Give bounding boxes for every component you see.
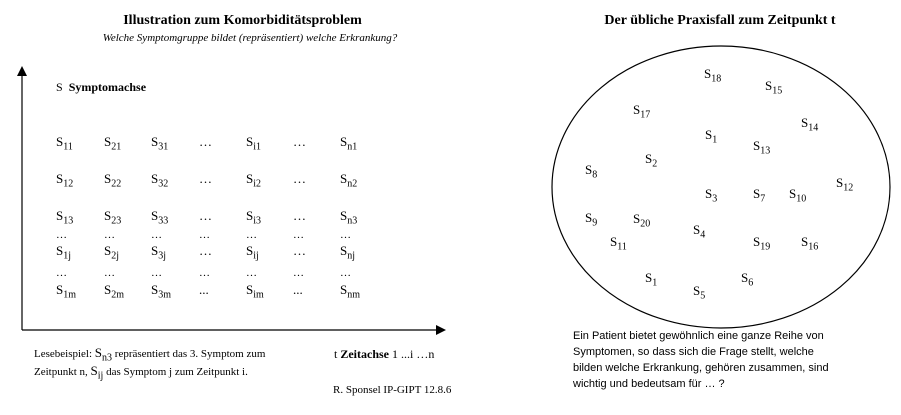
symptom-label: $S_4$ [693, 222, 706, 241]
symptom-label: $S_{20}$ [633, 211, 651, 230]
symptom-label: $S_{10}$ [789, 186, 807, 205]
time-axis-range: 1 ...i …n [392, 347, 435, 361]
example-line2a: Zeitpunkt n, [34, 366, 88, 378]
symptom-label: $S_{18}$ [704, 66, 722, 85]
example-mid: repräsentiert das 3. Symptom zum [114, 348, 266, 360]
grid-cell: ... [293, 282, 303, 297]
example-line-2 [34, 363, 248, 382]
grid-cell: $S_{13}$ [56, 208, 74, 227]
time-axis-text: Zeitachse [340, 347, 389, 361]
left-title: Illustration zum Komorbiditätsproblem [123, 13, 362, 28]
grid-cell: $S_{3j}$ [151, 243, 167, 262]
example-line2b: das Symptom j zum Zeitpunkt i. [106, 366, 248, 378]
grid-cell: ... [199, 282, 209, 297]
symptom-label: $S_{14}$ [801, 115, 819, 134]
grid-ellipsis: … [151, 229, 163, 241]
symptom-axis-letter: S [56, 80, 63, 94]
grid-cell: $S_{i1}$ [246, 134, 262, 153]
grid-cell: … [293, 208, 306, 223]
grid-cell: $S_{nj}$ [340, 243, 356, 262]
grid-cell: $S_{11}$ [56, 134, 73, 153]
grid-ellipsis: … [56, 267, 68, 279]
grid-ellipsis: … [340, 229, 352, 241]
symptom-label: $S_5$ [693, 283, 706, 302]
symptom-label: $S_2$ [645, 151, 658, 170]
example-symbol-1: $S_{n3}$ [94, 345, 113, 364]
time-axis-label [334, 347, 434, 362]
patient-description [573, 328, 829, 392]
grid-cell: $S_{n1}$ [340, 134, 358, 153]
grid-cell: $S_{ij}$ [246, 243, 259, 262]
credit-line: R. Sponsel IP-GIPT 12.8.6 [333, 384, 452, 396]
grid-cell: … [199, 208, 212, 223]
grid-cell: $S_{nm}$ [340, 282, 361, 301]
grid-cell: $S_{21}$ [104, 134, 122, 153]
symptom-axis-label [56, 80, 146, 95]
grid-cell: $S_{1j}$ [56, 243, 72, 262]
grid-cell: … [293, 171, 306, 186]
grid-ellipsis: … [199, 229, 211, 241]
symptom-label: $S_{15}$ [765, 78, 783, 97]
grid-cell: … [199, 243, 212, 258]
symptom-label: $S_{11}$ [610, 234, 627, 253]
grid-cell: $S_{12}$ [56, 171, 74, 190]
description-line: bilden welche Erkrankung, gehören zusammen, sind [573, 362, 829, 374]
symptom-label: $S_1$ [705, 127, 718, 146]
grid-ellipsis: … [246, 229, 258, 241]
right-title: Der übliche Praxisfall zum Zeitpunkt t [604, 13, 836, 28]
grid-cell: $S_{i3}$ [246, 208, 262, 227]
grid-cell: $S_{33}$ [151, 208, 169, 227]
grid-ellipsis: … [104, 267, 116, 279]
description-line: Ein Patient bietet gewöhnlich eine ganze Reihe von [573, 330, 824, 342]
symptom-label: $S_{12}$ [836, 175, 854, 194]
symptom-label: $S_7$ [753, 186, 766, 205]
grid-ellipsis: … [293, 267, 305, 279]
grid-cell: $S_{1m}$ [56, 282, 77, 301]
example-line-1 [34, 345, 265, 364]
symptom-label: $S_{17}$ [633, 102, 651, 121]
grid-ellipsis: … [293, 229, 305, 241]
symptom-label: $S_6$ [741, 270, 754, 289]
example-symbol-2: $S_{ij}$ [90, 363, 104, 382]
grid-cell: $S_{32}$ [151, 171, 169, 190]
grid-cell: $S_{2j}$ [104, 243, 120, 262]
grid-cell: … [199, 171, 212, 186]
grid-cell: $S_{i2}$ [246, 171, 262, 190]
grid-ellipsis: … [104, 229, 116, 241]
symptom-label: $S_1$ [645, 270, 658, 289]
grid-cell: … [293, 134, 306, 149]
example-prefix: Lesebeispiel: [34, 348, 93, 360]
grid-ellipsis: … [56, 229, 68, 241]
symptom-label: $S_9$ [585, 210, 598, 229]
symptom-label: $S_3$ [705, 186, 718, 205]
grid-ellipsis: … [246, 267, 258, 279]
grid-cell: $S_{22}$ [104, 171, 122, 190]
grid-cell: $S_{31}$ [151, 134, 169, 153]
grid-ellipsis: … [340, 267, 352, 279]
symptom-label: $S_{19}$ [753, 234, 771, 253]
grid-ellipsis: … [199, 267, 211, 279]
grid-cell: $S_{2m}$ [104, 282, 125, 301]
grid-cell: … [199, 134, 212, 149]
grid-cell: $S_{im}$ [246, 282, 264, 301]
grid-ellipsis: … [151, 267, 163, 279]
grid-cell: $S_{3m}$ [151, 282, 172, 301]
left-subtitle: Welche Symptomgruppe bildet (repräsentiert) welche Erkrankung? [102, 32, 398, 44]
grid-cell: $S_{n3}$ [340, 208, 358, 227]
symptom-label: $S_{16}$ [801, 234, 819, 253]
description-line: wichtig und bedeutsam für … ? [573, 378, 725, 390]
time-axis-letter: t [334, 347, 338, 361]
description-line: Symptomen, so dass sich die Frage stellt, welche [573, 346, 814, 358]
symptom-label: $S_8$ [585, 162, 598, 181]
grid-cell: $S_{n2}$ [340, 171, 358, 190]
symptom-label: $S_{13}$ [753, 138, 771, 157]
symptom-axis-text: Symptomachse [68, 80, 147, 94]
grid-cell: … [293, 243, 306, 258]
grid-cell: $S_{23}$ [104, 208, 122, 227]
